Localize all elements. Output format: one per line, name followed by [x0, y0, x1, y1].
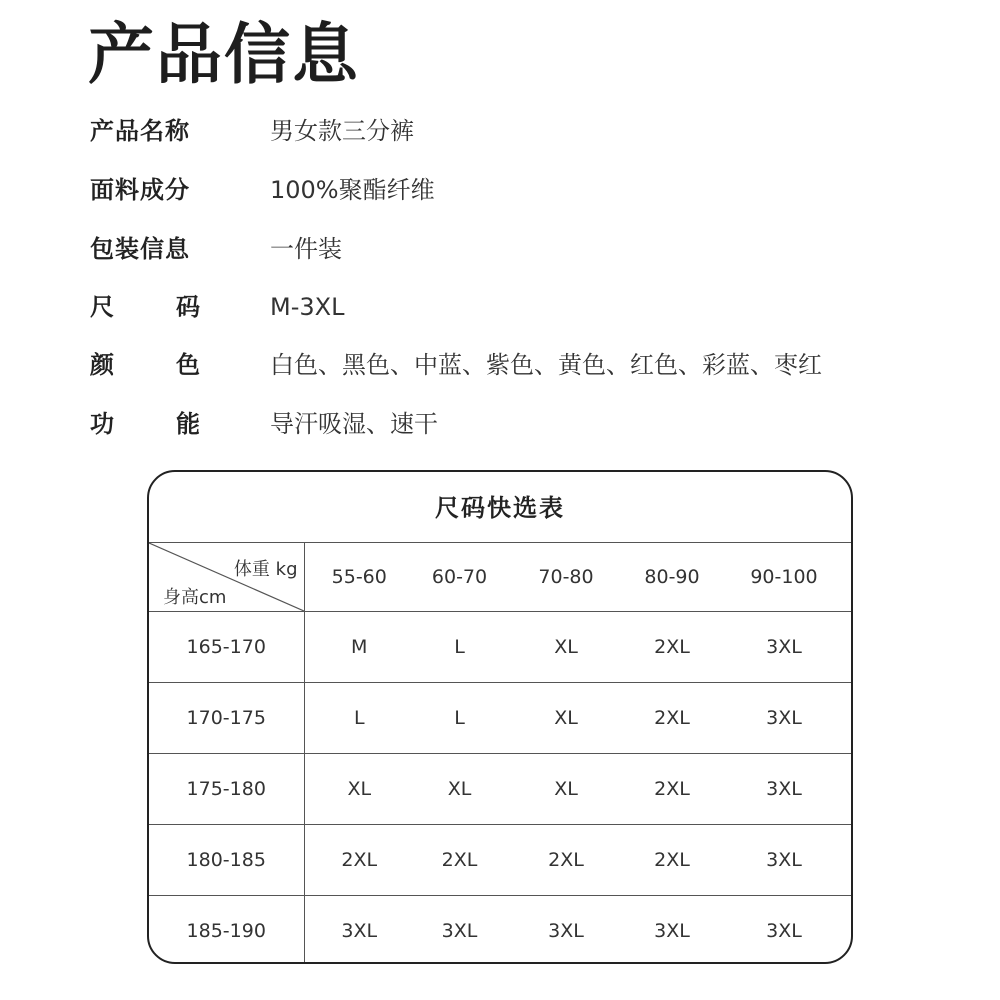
info-label: 包装信息: [90, 235, 190, 263]
info-label-char: 码: [176, 293, 200, 321]
table-row: [149, 825, 851, 896]
size-chart-card: [147, 470, 853, 964]
size-cell: 3XL: [627, 896, 717, 965]
size-cell: 2XL: [627, 612, 717, 683]
info-label-char: 色: [176, 351, 200, 379]
weight-header: 90-100: [717, 543, 851, 612]
weight-header: 80-90: [627, 543, 717, 612]
height-cell: 180-185: [149, 825, 304, 896]
info-value: 一件装: [270, 235, 342, 263]
size-chart-header-row: [149, 543, 851, 612]
size-cell: 3XL: [304, 896, 414, 965]
info-value: 白色、黑色、中蓝、紫色、黄色、红色、彩蓝、枣红: [270, 351, 822, 379]
size-cell: XL: [505, 683, 627, 754]
size-cell: XL: [304, 754, 414, 825]
size-cell: 2XL: [627, 683, 717, 754]
size-cell: L: [414, 683, 505, 754]
size-cell: 2XL: [304, 825, 414, 896]
height-cell: 185-190: [149, 896, 304, 965]
size-cell: 3XL: [717, 612, 851, 683]
info-label: [90, 345, 200, 385]
height-cell: 170-175: [149, 683, 304, 754]
table-row: [149, 683, 851, 754]
table-row: [149, 896, 851, 965]
info-value: M-3XL: [270, 293, 345, 321]
info-label-char: 尺: [90, 293, 114, 321]
table-row: [149, 612, 851, 683]
info-label-char: 功: [90, 410, 114, 438]
info-value: 男女款三分裤: [270, 117, 414, 145]
size-cell: L: [414, 612, 505, 683]
size-cell: 2XL: [627, 825, 717, 896]
info-value: 导汗吸湿、速干: [270, 410, 438, 438]
info-label: 面料成分: [90, 176, 190, 204]
size-cell: XL: [505, 754, 627, 825]
corner-weight-label: 体重 kg: [233, 559, 298, 580]
table-row: [149, 754, 851, 825]
size-cell: 3XL: [414, 896, 505, 965]
size-cell: 3XL: [717, 825, 851, 896]
size-cell: 3XL: [505, 896, 627, 965]
size-cell: 3XL: [717, 896, 851, 965]
info-label-char: 能: [176, 410, 200, 438]
size-cell: 3XL: [717, 754, 851, 825]
size-cell: 2XL: [627, 754, 717, 825]
info-label: 产品名称: [90, 117, 190, 145]
corner-height-label: 身高cm: [163, 587, 227, 608]
info-label-char: 颜: [90, 351, 114, 379]
weight-header: 60-70: [414, 543, 505, 612]
info-value: 100%聚酯纤维: [270, 176, 435, 204]
height-cell: 175-180: [149, 754, 304, 825]
size-cell: XL: [414, 754, 505, 825]
page-title: 产品信息: [88, 16, 360, 93]
size-cell: 2XL: [505, 825, 627, 896]
size-cell: M: [304, 612, 414, 683]
weight-header: 70-80: [505, 543, 627, 612]
size-cell: L: [304, 683, 414, 754]
corner-cell: [149, 543, 304, 612]
info-label: [90, 404, 200, 444]
size-chart-table: [149, 542, 851, 964]
size-chart-title: 尺码快选表: [435, 494, 565, 522]
size-cell: 3XL: [717, 683, 851, 754]
size-cell: XL: [505, 612, 627, 683]
size-cell: 2XL: [414, 825, 505, 896]
info-label: [90, 287, 200, 327]
height-cell: 165-170: [149, 612, 304, 683]
weight-header: 55-60: [304, 543, 414, 612]
